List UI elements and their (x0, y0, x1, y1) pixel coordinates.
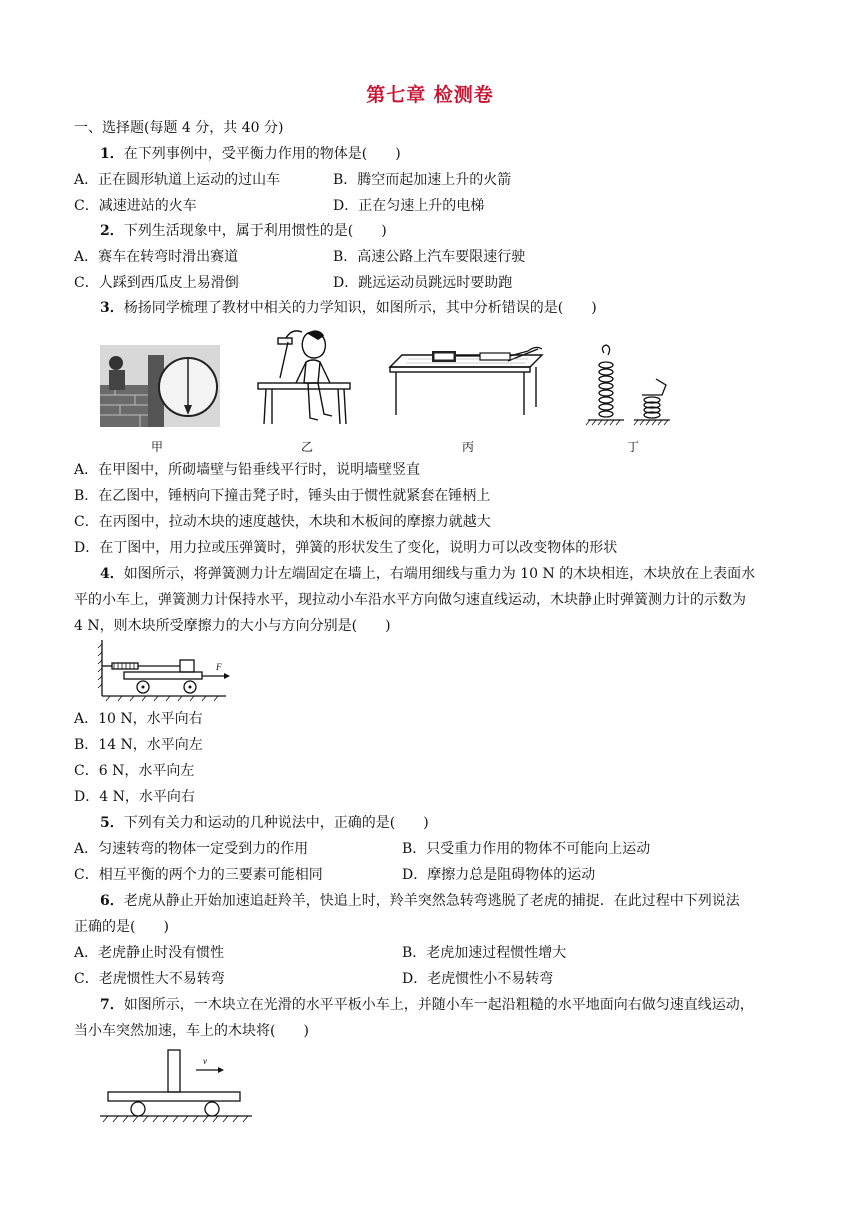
velocity-label: v (203, 1056, 207, 1066)
q5-option-b: B．只受重力作用的物体不可能向上运动 (402, 841, 651, 857)
question-4 (100, 565, 755, 583)
q6-option-d: D．老虎惯性小不易转弯 (402, 971, 554, 987)
figure-q4-spring-scale-cart (98, 640, 230, 702)
q4-option-c: C．6 N，水平向左 (74, 763, 195, 779)
question-number: 3． (100, 300, 124, 316)
q1-option-a: A．正在圆形轨道上运动的过山车 (74, 172, 281, 188)
question-7 (100, 996, 754, 1014)
question-stem: 在下列事例中，受平衡力作用的物体是( ) (123, 146, 401, 162)
question-number: 7． (100, 997, 124, 1013)
question-number: 4． (100, 566, 124, 582)
question-stem-line1: 如图所示，将弹簧测力计左端固定在墙上，右端用细线与重力为 10 N 的木块相连，木块放在上表面水 (123, 566, 756, 582)
q2-option-d: D．跳远运动员跳远时要助跑 (333, 275, 513, 291)
figure-caption-bing: 丙 (462, 440, 475, 454)
figure-caption-yi: 乙 (301, 440, 314, 454)
figure-jia-plumb-line (100, 345, 220, 427)
question-number: 6． (100, 893, 124, 909)
q4-option-d: D．4 N，水平向右 (74, 789, 195, 805)
q1-option-d: D．正在匀速上升的电梯 (333, 198, 485, 214)
q5-option-a: A．匀速转弯的物体一定受到力的作用 (74, 841, 309, 857)
q3-option-d: D．在丁图中，用力拉或压弹簧时，弹簧的形状发生了变化，说明力可以改变物体的形状 (74, 540, 618, 556)
question-4-line2: 平的小车上，弹簧测力计保持水平，现拉动小车沿水平方向做匀速直线运动，木块静止时弹簧测力计的示数为 (74, 592, 746, 608)
q1-option-b: B．腾空而起加速上升的火箭 (333, 172, 512, 188)
q2-option-c: C．人踩到西瓜皮上易滑倒 (74, 275, 239, 291)
question-5 (100, 814, 429, 832)
q6-option-c: C．老虎惯性大不易转弯 (74, 971, 225, 987)
figure-bing-block-friction (388, 345, 546, 417)
q1-option-c: C．减速进站的火车 (74, 198, 197, 214)
q5-option-d: D．摩擦力总是阻碍物体的运动 (402, 867, 596, 883)
figure-q7-block-on-cart (100, 1050, 256, 1126)
figure-caption-jia: 甲 (151, 440, 164, 454)
q2-option-a: A．赛车在转弯时滑出赛道 (74, 249, 239, 265)
figure-ding-springs (586, 345, 672, 427)
question-stem: 杨扬同学梳理了教材中相关的力学知识，如图所示，其中分析错误的是( ) (123, 300, 597, 316)
q4-option-b: B．14 N，水平向左 (74, 737, 203, 753)
question-stem: 下列有关力和运动的几种说法中，正确的是( ) (123, 815, 429, 831)
question-3 (100, 299, 597, 317)
question-stem-line1: 老虎从静止开始加速追赶羚羊，快追上时，羚羊突然急转弯逃脱了老虎的捕捉．在此过程中下列说法 (123, 893, 740, 909)
figure-caption-ding: 丁 (627, 440, 640, 454)
question-stem-line1: 如图所示，一木块立在光滑的水平平板小车上，并随小车一起沿粗糙的水平地面向右做匀速直线运动， (123, 997, 754, 1013)
question-number: 1． (100, 146, 124, 162)
q2-option-b: B．高速公路上汽车要限速行驶 (333, 249, 526, 265)
question-2 (100, 222, 387, 240)
q3-option-a: A．在甲图中，所砌墙壁与铅垂线平行时，说明墙壁竖直 (74, 462, 421, 478)
q5-option-c: C．相互平衡的两个力的三要素可能相同 (74, 867, 323, 883)
figure-yi-hammer-bench (258, 328, 356, 428)
q6-option-b: B．老虎加速过程惯性增大 (402, 945, 567, 961)
force-label: F (216, 662, 222, 672)
page-title: 第七章 检测卷 (366, 84, 494, 106)
section-heading: 一、选择题(每题 4 分，共 40 分) (74, 120, 284, 136)
question-1 (100, 145, 401, 163)
question-stem: 下列生活现象中，属于利用惯性的是( ) (123, 223, 387, 239)
q4-option-a: A．10 N，水平向右 (74, 711, 203, 727)
q3-option-c: C．在丙图中，拉动木块的速度越快，木块和木板间的摩擦力就越大 (74, 514, 491, 530)
q6-option-a: A．老虎静止时没有惯性 (74, 945, 225, 961)
question-6 (100, 892, 740, 910)
question-6-line2: 正确的是( ) (74, 919, 169, 935)
question-number: 5． (100, 815, 124, 831)
question-7-line2: 当小车突然加速，车上的木块将( ) (74, 1023, 309, 1039)
q3-option-b: B．在乙图中，锤柄向下撞击凳子时，锤头由于惯性就紧套在锤柄上 (74, 488, 491, 504)
question-number: 2． (100, 223, 124, 239)
question-4-line3: 4 N，则木块所受摩擦力的大小与方向分别是( ) (74, 618, 391, 634)
